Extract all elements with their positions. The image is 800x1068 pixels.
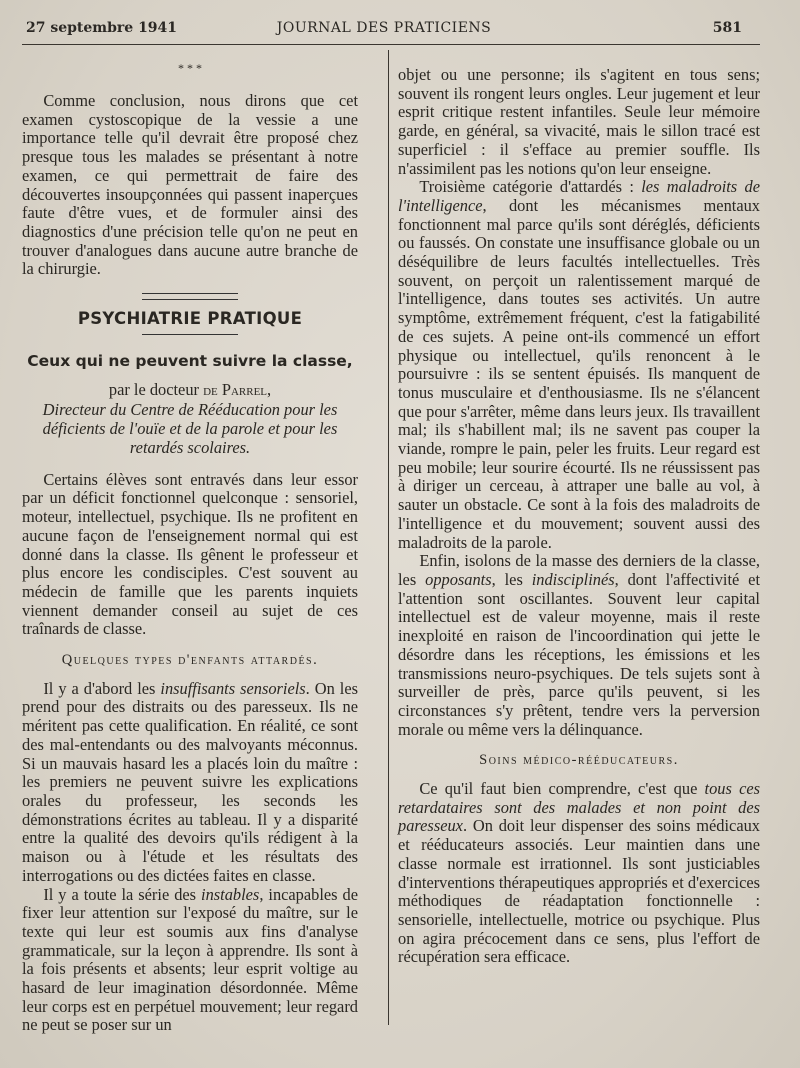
byline-prefix: par le docteur <box>108 380 204 400</box>
left-column <box>22 58 358 1035</box>
author-affiliation: Directeur du Centre de Rééducation pour les déficients de l'ouïe et de la parole et pour les retardés scolaires. <box>42 399 338 457</box>
paragraph-unstable: Il y a toute la série des instables, incapables de fixer leur attention sur l'exposé du maître, sur le texte qui leur est soumis aux fins d'analyse grammaticale, sur la leçon à apprendre. Ils sont à la fois présents et absents; leur esprit voltige au hasard de leur imagination désordonnée. Même leur corps est en perpétuel mouvement; leur regard ne peut se poser sur un <box>22 884 359 1035</box>
author-name: de Parrel, <box>203 380 272 400</box>
term-undisciplined: indisciplinés <box>531 569 615 589</box>
running-head <box>26 20 742 40</box>
journal-name: JOURNAL DES PRATICIENS <box>276 20 492 36</box>
article-title: Ceux qui ne peuvent suivre la classe, <box>27 352 353 371</box>
term-clumsy: les maladroits de l'intelligence <box>398 177 760 215</box>
right-column <box>398 66 760 967</box>
paragraph-clumsy: Troisième catégorie d'attardés : les maladroits de l'intelligence, dont les mécanismes mentaux fonctionnent mal parce qu'ils sont déréglés, déficients ou faussés. On constate une insuffisance globale ou un déséquilibre de leurs facultés intellectuelles. Très souvent, on perçoit un ralentissement marqué de l'intelligence, dans toutes ses activités. Un autre symptôme, extrêmement fréquent, c'est la fatigabilité de ces sujets. A peine ont-ils commencé un effort physique ou intellectuel, qu'ils renoncent à le poursuivre : ils se sentent épuisés. Ils manquent de tonus musculaire et d'enthousiasme. Ils ne s'élancent que pour s'arrêter, même dans leurs jeux. Ils travaillent mal; ils s'habillent mal; ils ne savent pas couper la viande, rompre le pain, peler les fruits. Leur regard est peu mobile; leur sourire écourté. Ils ne réussissent pas à diriger un cerceau, à attraper une balle au vol, à sauter un obstacle. Ce sont à la fois des maladroits de l'intelligence et du mouvement; souvent aussi des maladroits de la parole. <box>398 177 760 552</box>
term-sensory: insuffisants sensoriels <box>160 678 306 698</box>
section-title: PSYCHIATRIE PRATIQUE <box>77 309 303 329</box>
page-number: 581 <box>712 20 742 36</box>
byline <box>22 381 358 400</box>
section-title-rule <box>142 334 238 335</box>
section-stars: * * * <box>178 61 202 75</box>
term-patients: tous ces retardataires sont des malades et non point des paresseux <box>398 779 760 836</box>
paragraph-opponents: Enfin, isolons de la masse des derniers de la classe, les opposants, les indisciplinés, dont l'affectivité et l'attention sont oscillantes. Souvent leur capital intellectuel est de valeur moyenne, mais il reste inexploité en raison de l'incoordination qui jette le désordre dans les réceptions, les émissions et les transmissions neuro-psychiques. De tels sujets sont à surveiller de près, parce qu'ils peuvent, si les circonstances s'y prêtent, tendre vers la perversion morale ou même vers la délinquance. <box>398 551 761 739</box>
paragraph-continuation: objet ou une personne; ils s'agitent en tous sens; souvent ils rongent leurs ongles. Leur jugement et leur esprit critique restent infantiles. Seule leur mémoire garde, en général, sa vivacité, mais le sillon tracé est superficiel : il s'efface au premier souffle. Ils n'assimilent pas les notions qu'on leur enseigne. <box>398 65 760 178</box>
header-rule <box>22 44 760 45</box>
conclusion-paragraph: Comme conclusion, nous dirons que cet examen cystoscopique de la vessie a une importance telle qu'il devrait être proposé chez presque tous les malades se présentant à notre examen, ce qui permettrait de faire des découvertes insoupçonnées qui passent inaperçues faute d'être vues, et de formuler ainsi des diagnostics d'une précision telle qu'on ne peut en trouver d'analogues dans aucune autre branche de la chirurgie. <box>22 91 358 279</box>
subheading-care: Soins médico-rééducateurs. <box>479 752 679 769</box>
paragraph-care: Ce qu'il faut bien comprendre, c'est que tous ces retardataires sont des malades et non point des paresseux. On doit leur dispenser des soins médicaux et rééducateurs associés. Leur maintien dans une classe normale est irrationnel. Ils sont justiciables d'interventions thérapeutiques appropriés et d'exercices méthodiques de réadaptation fonctionnelle : sensorielle, intellectuelle, motrice ou psychique. Plus on agira précocement dans ce sens, plus l'effort de récupération sera efficace. <box>398 779 760 967</box>
subheading-types: Quelques types d'enfants attardés. <box>61 652 319 669</box>
intro-paragraph: Certains élèves sont entravés dans leur essor par un déficit fonctionnel quelconque : sensoriel, moteur, intellectuel, psychique. Ils ne profitent en aucune façon de l'enseignement normal qui est donné dans la classe. Ils gênent le professeur et plus encore les condisciples. C'est souvent au médecin de famille que les parents inquiets viennent demander conseil au sujet de ces traînards de classe. <box>22 469 358 639</box>
term-opponents: opposants <box>425 569 492 589</box>
column-divider <box>388 50 389 1025</box>
section-double-rule <box>142 293 238 300</box>
term-unstable: instables <box>201 884 260 904</box>
paragraph-sensory: Il y a d'abord les insuffisants sensoriels. On les prend pour des distraits ou des paresseux. Ils ne méritent pas cette qualification. En réalité, ce sont des mal-entendants ou des malvoyants méconnus. Si un mauvais hasard les a placés loin du maître : les premiers ne peuvent suivre les explications orales du professeur, les seconds les démonstrations écrites au tableau. Il y a disparité entre la qualité des devoirs qu'ils rédigent à la maison ou à l'étude et les résultats des interrogations ou des dictées faites en classe. <box>22 678 358 885</box>
issue-date: 27 septembre 1941 <box>26 20 178 36</box>
